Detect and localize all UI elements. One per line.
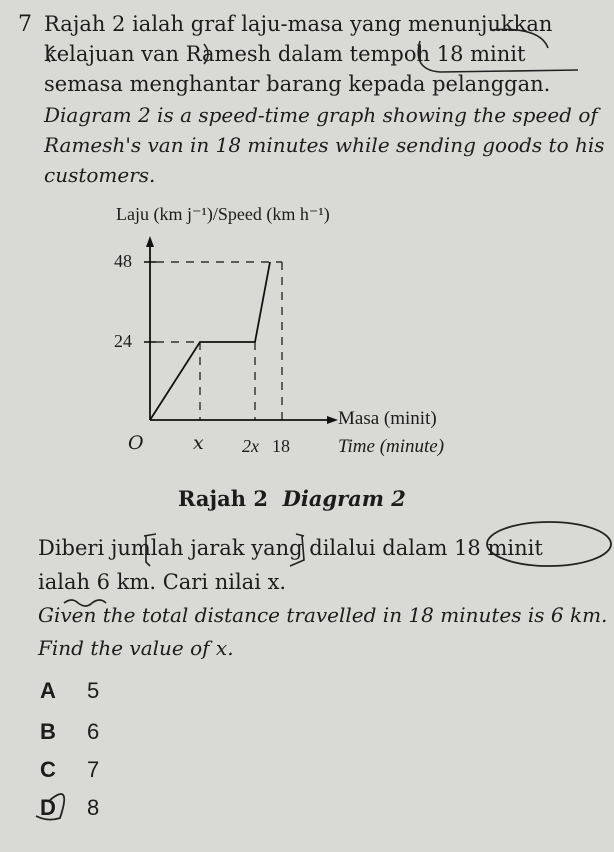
- y-tick-label-48: 48: [114, 251, 132, 271]
- option-a[interactable]: [40, 678, 99, 704]
- given-english-2: Find the value of x.: [38, 636, 234, 660]
- option-c-letter: C: [40, 757, 56, 782]
- given-english-1: Given the total distance travelled in 18 minutes is 6 km.: [38, 603, 608, 627]
- option-d[interactable]: [40, 795, 99, 821]
- graph-y-axis-label: Laju (km j⁻¹)/Speed (km h⁻¹): [116, 204, 330, 224]
- speed-line: [150, 262, 270, 420]
- caption-malay: Rajah 2: [178, 486, 268, 511]
- option-b[interactable]: [40, 719, 99, 745]
- y-axis-arrowhead: [146, 236, 154, 247]
- option-c[interactable]: [40, 757, 99, 783]
- option-a-letter: A: [40, 678, 56, 703]
- x-axis-arrowhead: [327, 416, 338, 424]
- english-line-1: Diagram 2 is a speed-time graph showing the speed of: [44, 103, 598, 127]
- x-axis-label-malay: Masa (minit): [338, 408, 437, 429]
- x-tick-label-2x: 2x: [242, 436, 259, 456]
- malay-line-3: semasa menghantar barang kepada pelanggan.: [44, 72, 551, 96]
- malay-line-1: Rajah 2 ialah graf laju-masa yang menunjukkan: [44, 12, 553, 36]
- x-tick-label-x: x: [193, 432, 204, 454]
- option-b-value: 6: [86, 719, 100, 744]
- question-number: 7: [18, 12, 32, 37]
- malay-line-2: kelajuan van Ramesh dalam tempoh 18 minit: [44, 42, 526, 66]
- option-d-value: 8: [86, 795, 100, 820]
- caption-english: Diagram 2: [282, 486, 406, 511]
- y-tick-label-24: 24: [114, 331, 132, 351]
- figure-caption: [178, 486, 406, 511]
- english-line-2: Ramesh's van in 18 minutes while sending goods to his: [44, 133, 605, 157]
- given-malay-2: ialah 6 km. Cari nilai x.: [38, 570, 287, 594]
- option-d-letter: D: [40, 795, 56, 820]
- origin-label: O: [128, 432, 144, 454]
- given-malay-1: Diberi jumlah jarak yang dilalui dalam 18 minit: [38, 536, 543, 560]
- x-axis-label-english: Time (minute): [338, 436, 445, 457]
- option-b-letter: B: [40, 719, 56, 744]
- option-a-value: 5: [86, 678, 100, 703]
- option-c-value: 7: [86, 757, 100, 782]
- x-tick-label-18: 18: [272, 436, 290, 456]
- english-line-3: customers.: [44, 163, 156, 187]
